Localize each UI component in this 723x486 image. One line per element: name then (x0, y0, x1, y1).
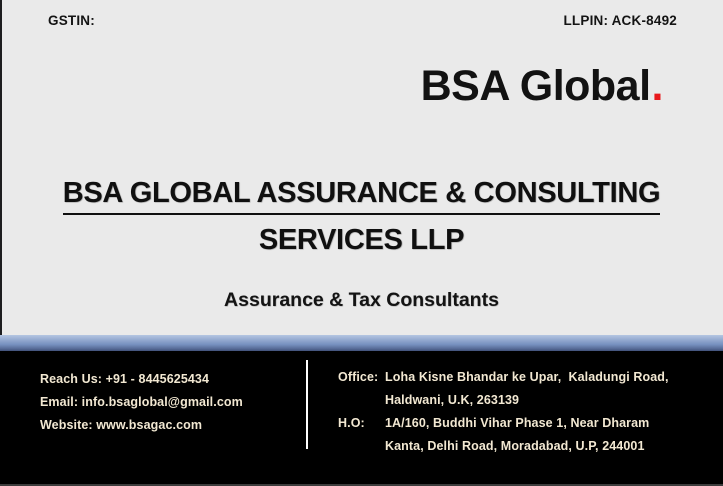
website-line: Website: www.bsagac.com (40, 418, 203, 432)
office-address-row (338, 366, 669, 389)
tagline: Assurance & Tax Consultants (224, 289, 499, 311)
company-name-line2: SERVICES LLP (258, 224, 465, 256)
office-address-line1: Loha Kisne Bhandar ke Upar, Kaladungi Road, (385, 370, 669, 384)
office-address-row (338, 389, 669, 412)
head-office-label: H.O: (338, 416, 365, 430)
head-office-address-line1: 1A/160, Buddhi Vihar Phase 1, Near Dharam (385, 416, 650, 430)
email-line: Email: info.bsaglobal@gmail.com (40, 395, 243, 409)
footer-contact-band (0, 351, 723, 486)
footer-vertical-divider (306, 360, 308, 449)
blue-divider-bar (0, 335, 723, 351)
logo-red-dot: . (651, 62, 663, 110)
head-office-address-row (338, 412, 669, 435)
address-block (338, 366, 669, 458)
logo-text: BSA Global (420, 62, 651, 110)
phone-line: Reach Us: +91 - 8445625434 (40, 372, 210, 386)
contact-block (40, 368, 243, 437)
company-name-heading (0, 177, 723, 257)
office-label: Office: (338, 370, 379, 384)
company-name-line1: BSA GLOBAL ASSURANCE & CONSULTING (63, 177, 661, 215)
head-office-address-row (338, 435, 669, 458)
left-edge-border (0, 0, 2, 336)
head-office-address-line2: Kanta, Delhi Road, Moradabad, U.P, 244001 (385, 439, 645, 453)
gstin-label: GSTIN: (48, 13, 95, 28)
office-address-line2: Haldwani, U.K, 263139 (385, 393, 520, 407)
llpin-label: LLPIN: ACK-8492 (563, 13, 677, 28)
company-logo (421, 62, 663, 111)
